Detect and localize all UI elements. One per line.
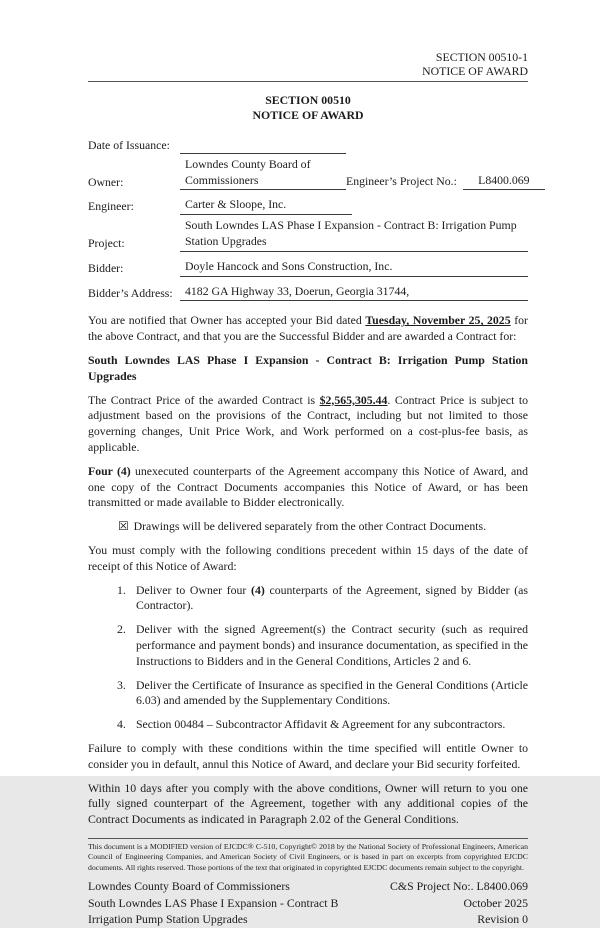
condition-1-text-bold: (4) [251, 582, 265, 597]
project-label: Project: [88, 235, 125, 250]
notification-text-post: for the above Contract, and that you are the Successful Bidder and are awarded a Contract for: [88, 313, 528, 344]
page-footer [88, 878, 528, 928]
checked-checkbox-icon: ☒ [118, 519, 129, 534]
form-row-project [88, 218, 528, 252]
price-text-post: . Contract Price is subject to adjustment based on the provisions of the Contract, including but not limited to those governing changes, Unit Price Work, and Work performed on a cost-plus-fee basis, as applicable. [88, 392, 528, 454]
footer-right-block [390, 878, 528, 928]
owner-field [180, 157, 346, 191]
notification-text-pre: You are notified that Owner has accepted your Bid dated [88, 313, 366, 328]
footer-owner-line: Lowndes County Board of Commissioners [88, 879, 290, 894]
condition-4-number: 4. [117, 717, 126, 732]
condition-1-text [136, 583, 528, 615]
counterparts-paragraph [88, 464, 528, 511]
owner-value-line1: Lowndes County Board of [185, 156, 311, 171]
form-row-owner [88, 157, 528, 191]
drawings-checkbox-line [118, 519, 528, 535]
counterparts-text: unexecuted counterparts of the Agreement accompany this Notice of Award, and one copy of the Contract Documents accompanies this Notice of Award, or has been transmitted or made available to Bidder electronically. [88, 463, 528, 510]
date-of-issuance-field [180, 152, 346, 154]
engineer-project-no-label: Engineer’s Project No.: [346, 173, 457, 188]
date-of-issuance-label: Date of Issuance: [88, 138, 170, 152]
footer-left-block [88, 878, 390, 928]
contract-price-paragraph [88, 393, 528, 456]
title-section-number: SECTION 00510 [265, 93, 351, 107]
contract-price: $2,565,305.44 [319, 392, 388, 407]
condition-4-text: Section 00484 – Subcontractor Affidavit & Agreement for any subcontractors. [136, 717, 506, 732]
return-paragraph: Within 10 days after you comply with the above conditions, Owner will return to you one fully signed counterpart of the Agreement, together with any additional copies of the Contract Documents as indicated in Paragraph 2.02 of the General Conditions. [88, 780, 528, 827]
title-document-name: NOTICE OF AWARD [252, 108, 364, 122]
engineer-label: Engineer: [88, 199, 134, 214]
condition-2-text: Deliver with the signed Agreement(s) the Contract security (such as required performance and payment bonds) and insurance documentation, as specified in the Instructions to Bidders and in the General Conditions, Articles 2 and 6. [136, 622, 528, 668]
project-field [180, 218, 528, 252]
condition-3-text: Deliver the Certificate of Insurance as specified in the General Conditions (Article 6.03) and amended by the Supplementary Conditions. [136, 677, 528, 708]
failure-paragraph: Failure to comply with these conditions within the time specified will entitle Owner to consider you in default, annul this Notice of Award, and declare your Bid security forfeited. [88, 740, 528, 771]
counterparts-count: Four (4) [88, 463, 131, 478]
engineer-field: Carter & Sloope, Inc. [180, 197, 352, 215]
condition-item-4 [117, 717, 528, 733]
form-row-engineer [88, 197, 528, 215]
footer-revision: Revision 0 [477, 912, 528, 927]
form-row-bidder-address [88, 284, 528, 302]
form-row-bidder [88, 259, 528, 277]
condition-1-text-pre: Deliver to Owner four [136, 582, 252, 597]
project-value-line2: Station Upgrades [180, 234, 528, 252]
footer-date: October 2025 [463, 895, 528, 910]
ejcdc-copyright-notice: This document is a MODIFIED version of EJCDC® C-510, Copyright© 2018 by the National Society of Professional Engineers, American Council of Engineering Companies, and American Society of Civil Engineers, or is based in part on excerpts from copyrighted EJCDC documents. All rights reserved. Those portions of the text that originated in copyrighted EJCDC documents remain subject to the copyright. [88, 838, 528, 873]
contract-title-line: South Lowndes LAS Phase I Expansion - Contract B: Irrigation Pump Station Upgrades [88, 352, 528, 383]
bidder-address-field: 4182 GA Highway 33, Doerun, Georgia 31744, [180, 284, 528, 302]
footer-project-line: South Lowndes LAS Phase I Expansion - Contract B [88, 895, 339, 910]
condition-2-number: 2. [117, 622, 126, 637]
project-value-line1: South Lowndes LAS Phase I Expansion - Contract B: Irrigation Pump [185, 218, 517, 233]
price-text-pre: The Contract Price of the awarded Contract is [88, 392, 320, 407]
condition-item-2 [117, 622, 528, 669]
engineer-project-no-field: L8400.069 [463, 173, 545, 191]
running-header-section: SECTION 00510-1 [435, 50, 528, 64]
condition-3-number: 3. [117, 677, 126, 692]
engineer-project-no-group [346, 173, 545, 191]
running-header-docname: NOTICE OF AWARD [422, 64, 528, 78]
condition-1-text-post: counterparts of the Agreement, signed by Bidder (as Contractor). [136, 582, 528, 613]
document-title [88, 93, 528, 123]
footer-project-number: C&S Project No:. L8400.069 [390, 879, 528, 894]
running-header [88, 50, 528, 82]
owner-label: Owner: [88, 174, 124, 189]
owner-value-line2: Commissioners [180, 173, 346, 191]
condition-item-3 [117, 678, 528, 710]
conditions-list [88, 583, 528, 733]
bid-date: Tuesday, November 25, 2025 [365, 313, 511, 328]
condition-1-number: 1. [117, 582, 126, 597]
drawings-checkbox-label: Drawings will be delivered separately from the other Contract Documents. [133, 519, 487, 534]
form-row-date-of-issuance [88, 138, 528, 154]
notification-paragraph [88, 313, 528, 345]
bidder-address-label: Bidder’s Address: [88, 285, 173, 300]
bidder-field: Doyle Hancock and Sons Construction, Inc. [180, 259, 528, 277]
award-form [88, 138, 528, 301]
comply-intro-paragraph: You must comply with the following conditions precedent within 15 days of the date of receipt of this Notice of Award: [88, 542, 528, 573]
condition-item-1 [117, 583, 528, 615]
bidder-label: Bidder: [88, 260, 124, 275]
footer-contract-line: Irrigation Pump Station Upgrades [88, 912, 248, 927]
